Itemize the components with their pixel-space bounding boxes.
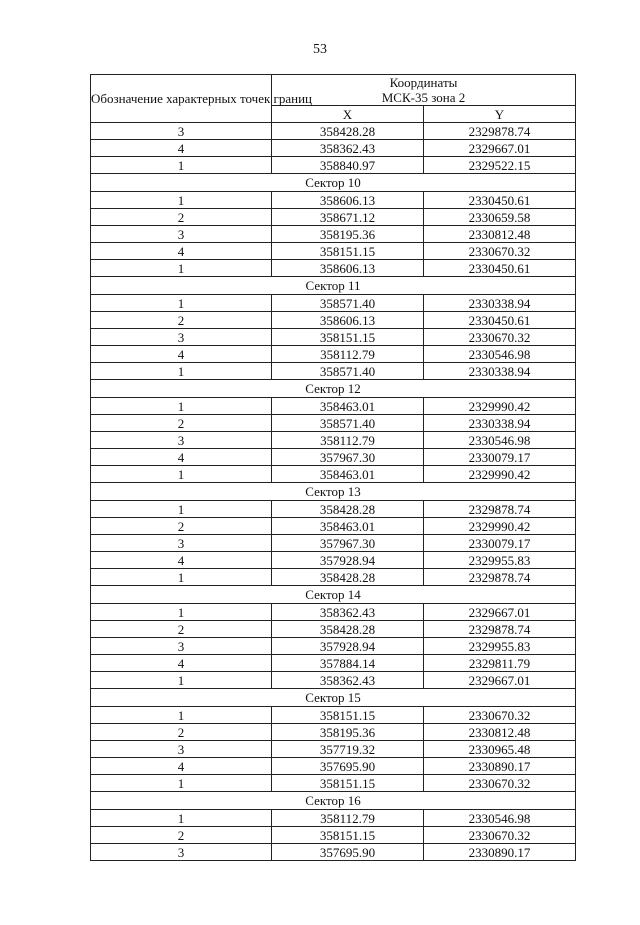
coordinates-table (90, 74, 576, 861)
sector-header-row (91, 586, 576, 604)
point-number-cell: 1 (91, 569, 272, 586)
sector-label: Сектор 12 (91, 380, 576, 398)
y-coordinate-cell: 2330965.48 (424, 741, 576, 758)
x-coordinate-cell: 358606.13 (272, 260, 424, 277)
table-row (91, 312, 576, 329)
x-coordinate-cell: 358571.40 (272, 415, 424, 432)
table-row (91, 432, 576, 449)
x-column-header: X (272, 106, 424, 123)
point-column-header: Обозначение характерных точек границ (91, 75, 272, 123)
y-coordinate-cell: 2330079.17 (424, 449, 576, 466)
sector-label: Сектор 14 (91, 586, 576, 604)
table-row (91, 123, 576, 140)
y-coordinate-cell: 2329667.01 (424, 604, 576, 621)
table-row (91, 398, 576, 415)
y-column-header: Y (424, 106, 576, 123)
point-number-cell: 2 (91, 209, 272, 226)
y-coordinate-cell: 2330670.32 (424, 707, 576, 724)
point-number-cell: 2 (91, 518, 272, 535)
y-coordinate-cell: 2330546.98 (424, 810, 576, 827)
x-coordinate-cell: 358671.12 (272, 209, 424, 226)
table-row (91, 363, 576, 380)
x-coordinate-cell: 358428.28 (272, 621, 424, 638)
point-number-cell: 4 (91, 346, 272, 363)
table-row (91, 449, 576, 466)
point-number-cell: 4 (91, 552, 272, 569)
table-row (91, 209, 576, 226)
table-row (91, 775, 576, 792)
point-number-cell: 1 (91, 363, 272, 380)
x-coordinate-cell: 358463.01 (272, 466, 424, 483)
sector-label: Сектор 11 (91, 277, 576, 295)
y-coordinate-cell: 2330670.32 (424, 827, 576, 844)
point-number-cell: 1 (91, 398, 272, 415)
point-number-cell: 3 (91, 638, 272, 655)
table-row (91, 192, 576, 209)
sector-header-row (91, 792, 576, 810)
x-coordinate-cell: 358112.79 (272, 346, 424, 363)
x-coordinate-cell: 357719.32 (272, 741, 424, 758)
y-coordinate-cell: 2329878.74 (424, 123, 576, 140)
x-coordinate-cell: 358571.40 (272, 295, 424, 312)
point-number-cell: 1 (91, 260, 272, 277)
table-row (91, 655, 576, 672)
table-row (91, 260, 576, 277)
point-number-cell: 4 (91, 655, 272, 672)
x-coordinate-cell: 357967.30 (272, 535, 424, 552)
x-coordinate-cell: 358463.01 (272, 518, 424, 535)
point-number-cell: 2 (91, 724, 272, 741)
x-coordinate-cell: 358112.79 (272, 810, 424, 827)
sector-header-row (91, 689, 576, 707)
sector-label: Сектор 13 (91, 483, 576, 501)
y-coordinate-cell: 2329955.83 (424, 638, 576, 655)
x-coordinate-cell: 357695.90 (272, 844, 424, 861)
x-coordinate-cell: 358428.28 (272, 569, 424, 586)
x-coordinate-cell: 358151.15 (272, 243, 424, 260)
sector-label: Сектор 10 (91, 174, 576, 192)
sector-header-row (91, 277, 576, 295)
point-number-cell: 1 (91, 157, 272, 174)
table-row (91, 140, 576, 157)
point-number-cell: 2 (91, 827, 272, 844)
table-row (91, 758, 576, 775)
y-coordinate-cell: 2330670.32 (424, 775, 576, 792)
y-coordinate-cell: 2329878.74 (424, 569, 576, 586)
table-body (91, 123, 576, 861)
x-coordinate-cell: 358151.15 (272, 775, 424, 792)
y-coordinate-cell: 2329667.01 (424, 140, 576, 157)
table-row (91, 243, 576, 260)
y-coordinate-cell: 2329811.79 (424, 655, 576, 672)
sector-label: Сектор 15 (91, 689, 576, 707)
point-number-cell: 1 (91, 501, 272, 518)
y-coordinate-cell: 2329667.01 (424, 672, 576, 689)
point-number-cell: 3 (91, 226, 272, 243)
sector-header-row (91, 483, 576, 501)
y-coordinate-cell: 2329955.83 (424, 552, 576, 569)
table-row (91, 329, 576, 346)
table-row (91, 569, 576, 586)
y-coordinate-cell: 2330079.17 (424, 535, 576, 552)
coordinates-title: Координаты (389, 75, 458, 90)
coordinate-system-label: МСК-35 зона 2 (381, 90, 466, 105)
table-header (91, 75, 576, 123)
x-coordinate-cell: 358606.13 (272, 192, 424, 209)
y-coordinate-cell: 2330450.61 (424, 192, 576, 209)
x-coordinate-cell: 358840.97 (272, 157, 424, 174)
x-coordinate-cell: 358195.36 (272, 226, 424, 243)
point-number-cell: 1 (91, 775, 272, 792)
x-coordinate-cell: 358428.28 (272, 501, 424, 518)
table-row (91, 844, 576, 861)
table-row (91, 638, 576, 655)
point-number-cell: 4 (91, 449, 272, 466)
x-coordinate-cell: 358571.40 (272, 363, 424, 380)
point-number-cell: 1 (91, 707, 272, 724)
point-number-cell: 3 (91, 844, 272, 861)
table-row (91, 741, 576, 758)
x-coordinate-cell: 358112.79 (272, 432, 424, 449)
x-coordinate-cell: 358428.28 (272, 123, 424, 140)
y-coordinate-cell: 2330812.48 (424, 226, 576, 243)
y-coordinate-cell: 2329990.42 (424, 398, 576, 415)
table-row (91, 707, 576, 724)
x-coordinate-cell: 358362.43 (272, 604, 424, 621)
point-number-cell: 1 (91, 604, 272, 621)
point-number-cell: 2 (91, 621, 272, 638)
table-row (91, 724, 576, 741)
x-coordinate-cell: 358151.15 (272, 707, 424, 724)
y-coordinate-cell: 2330546.98 (424, 432, 576, 449)
table-row (91, 827, 576, 844)
point-number-cell: 1 (91, 466, 272, 483)
point-number-cell: 3 (91, 432, 272, 449)
table-row (91, 226, 576, 243)
x-coordinate-cell: 358463.01 (272, 398, 424, 415)
table-row (91, 552, 576, 569)
y-coordinate-cell: 2330670.32 (424, 329, 576, 346)
y-coordinate-cell: 2330659.58 (424, 209, 576, 226)
table-row (91, 501, 576, 518)
y-coordinate-cell: 2330812.48 (424, 724, 576, 741)
point-number-cell: 3 (91, 329, 272, 346)
x-coordinate-cell: 358362.43 (272, 672, 424, 689)
x-coordinate-cell: 358151.15 (272, 827, 424, 844)
x-coordinate-cell: 358151.15 (272, 329, 424, 346)
y-coordinate-cell: 2330890.17 (424, 844, 576, 861)
point-number-cell: 3 (91, 741, 272, 758)
table-row (91, 518, 576, 535)
table-row (91, 346, 576, 363)
point-number-cell: 4 (91, 140, 272, 157)
x-coordinate-cell: 358606.13 (272, 312, 424, 329)
table-row (91, 672, 576, 689)
table-row (91, 157, 576, 174)
point-number-cell: 2 (91, 312, 272, 329)
sector-header-row (91, 174, 576, 192)
page-number: 53 (313, 42, 327, 57)
x-coordinate-cell: 358195.36 (272, 724, 424, 741)
x-coordinate-cell: 357884.14 (272, 655, 424, 672)
y-coordinate-cell: 2329878.74 (424, 621, 576, 638)
y-coordinate-cell: 2330338.94 (424, 415, 576, 432)
point-number-cell: 1 (91, 295, 272, 312)
table-row (91, 295, 576, 312)
y-coordinate-cell: 2329878.74 (424, 501, 576, 518)
x-coordinate-cell: 357928.94 (272, 552, 424, 569)
table-row (91, 621, 576, 638)
y-coordinate-cell: 2329990.42 (424, 518, 576, 535)
y-coordinate-cell: 2330890.17 (424, 758, 576, 775)
y-coordinate-cell: 2329990.42 (424, 466, 576, 483)
x-coordinate-cell: 357928.94 (272, 638, 424, 655)
y-coordinate-cell: 2330670.32 (424, 243, 576, 260)
y-coordinate-cell: 2330450.61 (424, 312, 576, 329)
point-number-cell: 4 (91, 758, 272, 775)
y-coordinate-cell: 2330450.61 (424, 260, 576, 277)
y-coordinate-cell: 2330546.98 (424, 346, 576, 363)
table-row (91, 604, 576, 621)
table-row (91, 415, 576, 432)
coordinates-column-header (272, 75, 576, 106)
point-number-cell: 1 (91, 810, 272, 827)
point-number-cell: 2 (91, 415, 272, 432)
table-row (91, 466, 576, 483)
x-coordinate-cell: 357695.90 (272, 758, 424, 775)
y-coordinate-cell: 2329522.15 (424, 157, 576, 174)
y-coordinate-cell: 2330338.94 (424, 295, 576, 312)
point-number-cell: 3 (91, 535, 272, 552)
sector-header-row (91, 380, 576, 398)
x-coordinate-cell: 358362.43 (272, 140, 424, 157)
table-row (91, 535, 576, 552)
point-number-cell: 4 (91, 243, 272, 260)
point-number-cell: 1 (91, 192, 272, 209)
y-coordinate-cell: 2330338.94 (424, 363, 576, 380)
x-coordinate-cell: 357967.30 (272, 449, 424, 466)
point-number-cell: 3 (91, 123, 272, 140)
sector-label: Сектор 16 (91, 792, 576, 810)
point-number-cell: 1 (91, 672, 272, 689)
table-row (91, 810, 576, 827)
